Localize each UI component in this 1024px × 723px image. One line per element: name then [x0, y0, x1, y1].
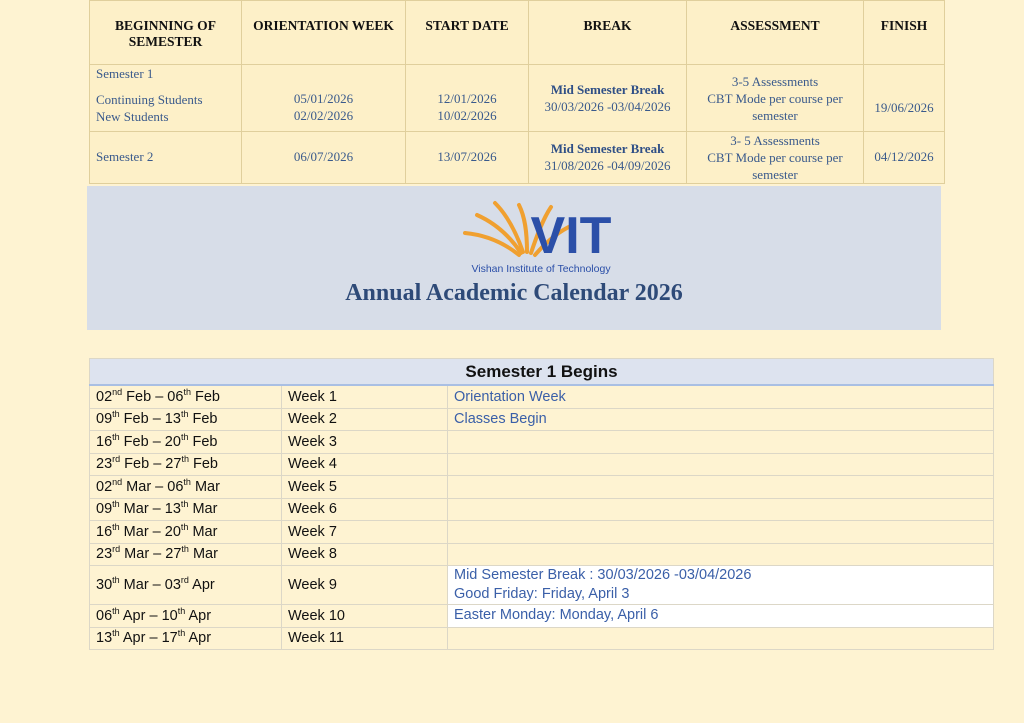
week-row: [90, 521, 994, 544]
date-ordinal-suffix: th: [180, 409, 189, 420]
week-number: Week 5: [282, 476, 448, 499]
date-day: 09: [96, 501, 113, 518]
semester2-break-cell: [529, 132, 687, 184]
date-end-month: Apr: [188, 577, 215, 593]
date-start-month: Feb –: [120, 456, 166, 473]
week-note: [448, 521, 994, 544]
header-orientation-week: ORIENTATION WEEK: [242, 1, 406, 65]
week-row: [90, 498, 994, 521]
date-ordinal-suffix: th: [181, 454, 189, 465]
date-ordinal-suffix: th: [112, 605, 120, 616]
header-break: BREAK: [529, 1, 687, 65]
week-row: [90, 453, 994, 476]
semester2-assessment-line1: 3- 5 Assessments: [730, 133, 820, 148]
orientation-new: 02/02/2026: [293, 108, 354, 123]
week-note: [448, 627, 994, 650]
new-students-label: New Students: [96, 109, 169, 124]
week-row: [90, 605, 994, 628]
date-end-month: Feb: [188, 411, 218, 428]
week-number: Week 2: [282, 408, 448, 431]
date-end-month: Mar: [188, 523, 218, 540]
semester1-break-cell: [529, 65, 687, 132]
week-note: [448, 498, 994, 521]
date-ordinal-suffix: th: [177, 605, 186, 616]
header-assessment: ASSESSMENT: [687, 1, 864, 65]
date-ordinal-suffix: th: [180, 521, 189, 532]
date-start-month: Mar –: [119, 577, 165, 593]
semester1-orientation-cell: [242, 65, 406, 132]
semester1-assessment-line1: 3-5 Assessments: [731, 74, 819, 89]
date-ordinal-suffix: rd: [112, 544, 121, 555]
date-ordinal-suffix: th: [180, 431, 189, 442]
calendar-title: Annual Academic Calendar 2026: [345, 280, 683, 306]
orientation-continuing: 05/01/2026: [293, 91, 354, 106]
week-date-range: [90, 498, 282, 521]
week-note: [448, 431, 994, 454]
date-day: 13: [164, 501, 181, 518]
week-rows: [90, 385, 994, 650]
week-date-range: [90, 385, 282, 408]
date-start-month: Feb –: [119, 433, 165, 450]
date-ordinal-suffix: nd: [112, 386, 123, 397]
semester2-break-title: Mid Semester Break: [550, 141, 665, 156]
date-end-month: Mar: [188, 546, 218, 563]
date-ordinal-suffix: th: [183, 476, 191, 487]
date-end-month: Mar: [190, 478, 220, 495]
date-start-month: Mar –: [119, 501, 165, 518]
date-start-month: Feb –: [122, 388, 168, 405]
semester1-assessment-line2: CBT Mode per course per: [707, 91, 843, 106]
start-new: 10/02/2026: [437, 108, 497, 123]
week-date-range: [90, 453, 282, 476]
header-beginning-of-semester: BEGINNING OF SEMESTER: [90, 1, 242, 65]
week-number: Week 9: [282, 566, 448, 605]
date-day: 16: [96, 433, 113, 450]
week-note: [448, 408, 994, 431]
semester1-beginning-cell: [90, 65, 242, 132]
semester1-begins-heading: Semester 1 Begins: [90, 359, 994, 386]
week-note-text-secondary: Good Friday: Friday, April 3: [454, 586, 630, 602]
semester1-start-cell: [406, 65, 529, 132]
week-note-text: Orientation Week: [454, 388, 566, 405]
week-note-text: Classes Begin: [454, 411, 547, 428]
date-ordinal-suffix: th: [112, 431, 120, 442]
semester1-label: Semester 1: [96, 66, 154, 81]
date-day: 20: [164, 433, 181, 450]
week-note: [448, 453, 994, 476]
date-end-month: Apr: [185, 607, 212, 624]
date-ordinal-suffix: rd: [112, 454, 121, 465]
date-end-month: Mar: [188, 501, 218, 518]
semester1-break-dates: 30/03/2026 -03/04/2026: [544, 99, 671, 114]
start-continuing: 12/01/2026: [437, 91, 497, 106]
semester2-orientation-cell: [242, 132, 406, 184]
date-day: 17: [161, 630, 178, 647]
semester1-finish-cell: [864, 65, 945, 132]
date-day: 06: [167, 388, 184, 405]
semester-summary-table: [89, 0, 945, 184]
date-start-month: Apr –: [119, 630, 162, 647]
continuing-students-label: Continuing Students: [96, 92, 203, 107]
week-row: [90, 476, 994, 499]
semester2-beginning-cell: [90, 132, 242, 184]
date-ordinal-suffix: th: [112, 409, 120, 420]
date-ordinal-suffix: th: [180, 499, 189, 510]
week-row: [90, 543, 994, 566]
week-note: [448, 543, 994, 566]
week-date-range: [90, 521, 282, 544]
date-ordinal-suffix: nd: [112, 476, 123, 487]
week-row: [90, 566, 994, 605]
date-start-month: Mar –: [119, 523, 165, 540]
week-number: Week 8: [282, 543, 448, 566]
semester1-weeks-table: [89, 358, 994, 650]
week-number: Week 1: [282, 385, 448, 408]
week-date-range: [90, 476, 282, 499]
calendar-banner: [87, 186, 941, 330]
date-ordinal-suffix: th: [181, 544, 189, 555]
week-note: [448, 566, 994, 605]
semester1-row: [90, 65, 945, 132]
semester1-assessment-line3: semester: [752, 108, 798, 123]
date-day: 30: [96, 577, 113, 593]
week-date-range: [90, 543, 282, 566]
date-day: 10: [161, 607, 178, 624]
date-start-month: Mar –: [120, 546, 166, 563]
header-start-date: START DATE: [406, 1, 529, 65]
vit-logo: [461, 197, 621, 277]
date-day: 03: [164, 577, 181, 593]
date-day: 23: [96, 546, 113, 563]
week-row: [90, 627, 994, 650]
date-day: 02: [96, 478, 113, 495]
date-end-month: Feb: [188, 456, 218, 473]
week-date-range: [90, 566, 282, 605]
semester2-break-dates: 31/08/2026 -04/09/2026: [544, 158, 671, 173]
logo-text: VIT: [530, 207, 612, 265]
date-day: 13: [96, 630, 113, 647]
date-day: 06: [167, 478, 184, 495]
date-ordinal-suffix: th: [177, 628, 186, 639]
date-day: 13: [164, 411, 181, 428]
semester2-row: [90, 132, 945, 184]
week-note: [448, 385, 994, 408]
week-number: Week 4: [282, 453, 448, 476]
date-day: 16: [96, 523, 113, 540]
semester1-assessment-cell: [687, 65, 864, 132]
week-row: [90, 408, 994, 431]
date-ordinal-suffix: th: [112, 499, 120, 510]
semester2-finish: 04/12/2026: [874, 149, 934, 164]
semester2-finish-cell: [864, 132, 945, 184]
date-day: 06: [96, 607, 113, 624]
semester1-break-title: Mid Semester Break: [550, 82, 665, 97]
week-date-range: [90, 431, 282, 454]
date-day: 27: [165, 546, 182, 563]
semester2-orientation: 06/07/2026: [293, 149, 354, 164]
date-ordinal-suffix: rd: [180, 575, 189, 586]
week-date-range: [90, 605, 282, 628]
week-number: Week 7: [282, 521, 448, 544]
week-note: [448, 605, 994, 628]
semester2-assessment-cell: [687, 132, 864, 184]
semester2-start: 13/07/2026: [437, 149, 497, 164]
date-start-month: Mar –: [122, 478, 168, 495]
week-date-range: [90, 627, 282, 650]
week-row: [90, 385, 994, 408]
semester2-label: Semester 2: [96, 149, 154, 164]
semester2-assessment-line3: semester: [752, 167, 798, 182]
week-note-text: Easter Monday: Monday, April 6: [454, 607, 659, 624]
week-number: Week 3: [282, 431, 448, 454]
week-number: Week 11: [282, 627, 448, 650]
week-row: [90, 431, 994, 454]
date-start-month: Feb –: [119, 411, 165, 428]
date-ordinal-suffix: th: [112, 628, 120, 639]
semester1-finish: 19/06/2026: [874, 100, 934, 115]
header-finish: FINISH: [864, 1, 945, 65]
date-start-month: Apr –: [119, 607, 162, 624]
semester2-start-cell: [406, 132, 529, 184]
date-end-month: Apr: [185, 630, 212, 647]
date-day: 20: [164, 523, 181, 540]
date-day: 09: [96, 411, 113, 428]
date-ordinal-suffix: th: [183, 386, 191, 397]
date-day: 02: [96, 388, 113, 405]
week-note-text: Mid Semester Break : 30/03/2026 -03/04/2026: [454, 567, 752, 583]
institute-name: Vishan Institute of Technology: [471, 263, 611, 275]
week-number: Week 6: [282, 498, 448, 521]
week-note: [448, 476, 994, 499]
date-day: 23: [96, 456, 113, 473]
week-number: Week 10: [282, 605, 448, 628]
date-end-month: Feb: [190, 388, 220, 405]
date-day: 27: [165, 456, 182, 473]
date-ordinal-suffix: th: [112, 521, 120, 532]
semester2-assessment-line2: CBT Mode per course per: [707, 150, 843, 165]
date-end-month: Feb: [188, 433, 218, 450]
week-date-range: [90, 408, 282, 431]
date-ordinal-suffix: th: [112, 575, 120, 586]
